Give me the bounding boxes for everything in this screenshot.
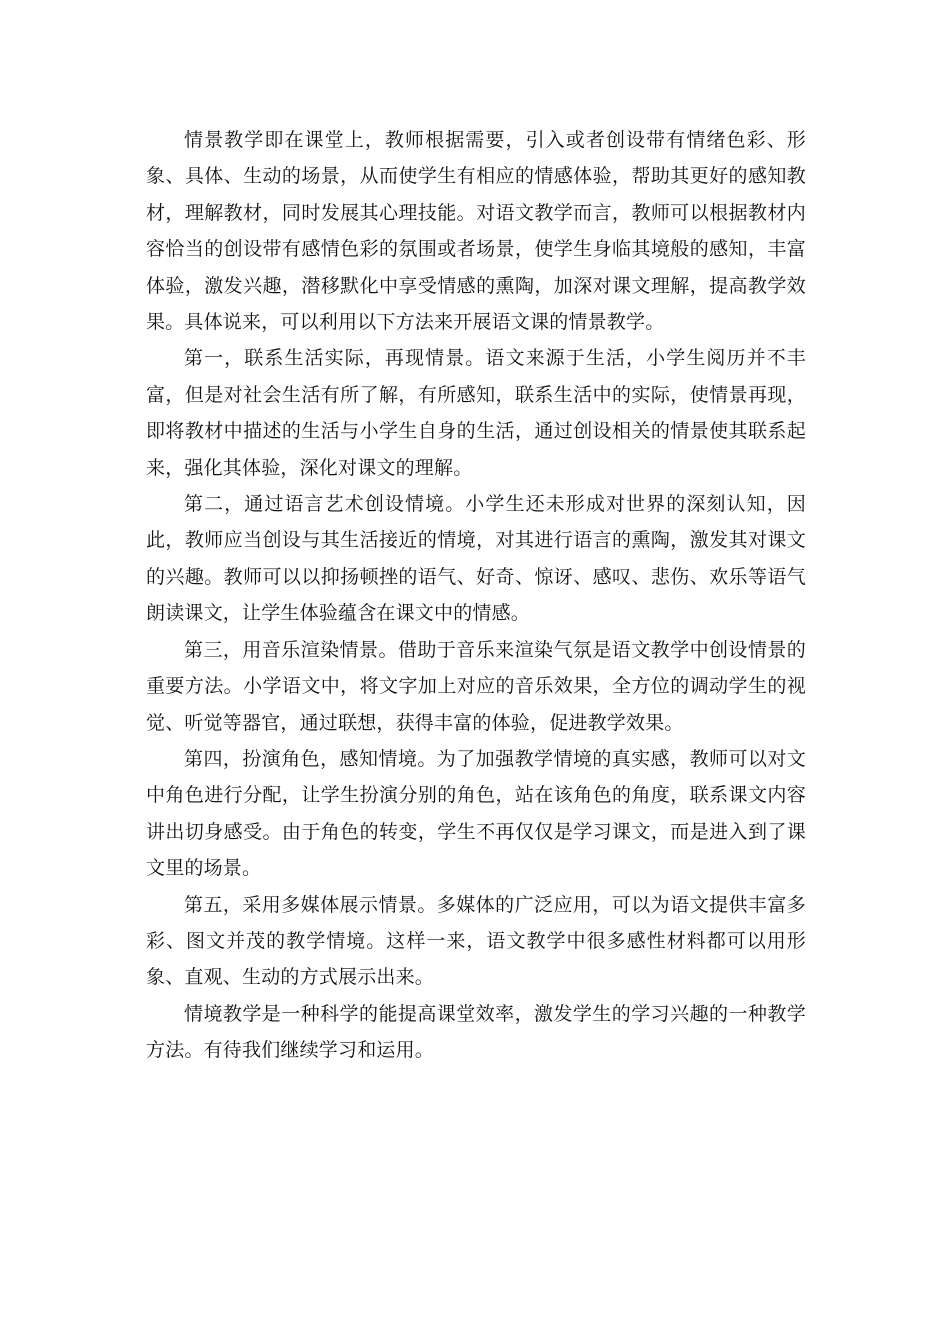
paragraph-method-five: 第五，采用多媒体展示情景。多媒体的广泛应用，可以为语文提供丰富多彩、图文并茂的教学情境。这样一来，语文教学中很多感性材料都可以用形象、直观、生动的方式展示出来。	[146, 893, 806, 989]
document-page	[146, 122, 806, 1069]
paragraph-method-one: 第一，联系生活实际，再现情景。语文来源于生活，小学生阅历并不丰富，但是对社会生活有所了解，有所感知，联系生活中的实际，使情景再现，即将教材中描述的生活与小学生自身的生活，通过创设相关的情景使其联系起来，强化其体验，深化对课文的理解。	[146, 347, 806, 479]
paragraph-intro: 情景教学即在课堂上，教师根据需要，引入或者创设带有情绪色彩、形象、具体、生动的场景，从而使学生有相应的情感体验，帮助其更好的感知教材，理解教材，同时发展其心理技能。对语文教学而言，教师可以根据教材内容恰当的创设带有感情色彩的氛围或者场景，使学生身临其境般的感知，丰富体验，激发兴趣，潜移默化中享受情感的熏陶，加深对课文理解，提高教学效果。具体说来，可以利用以下方法来开展语文课的情景教学。	[146, 129, 806, 334]
paragraph-method-three: 第三，用音乐渲染情景。借助于音乐来渲染气氛是语文教学中创设情景的重要方法。小学语文中，将文字加上对应的音乐效果，全方位的调动学生的视觉、听觉等器官，通过联想，获得丰富的体验，促进教学效果。	[146, 638, 806, 734]
paragraph-method-four: 第四，扮演角色，感知情境。为了加强教学情境的真实感，教师可以对文中角色进行分配，让学生扮演分别的角色，站在该角色的角度，联系课文内容讲出切身感受。由于角色的转变，学生不再仅仅是学习课文，而是进入到了课文里的场景。	[146, 747, 806, 880]
paragraph-conclusion: 情境教学是一种科学的能提高课堂效率，激发学生的学习兴趣的一种教学方法。有待我们继续学习和运用。	[146, 1002, 806, 1062]
paragraph-method-two: 第二，通过语言艺术创设情境。小学生还未形成对世界的深刻认知，因此，教师应当创设与其生活接近的情境，对其进行语言的熏陶，激发其对课文的兴趣。教师可以以抑扬顿挫的语气、好奇、惊讶、感叹、悲伤、欢乐等语气朗读课文，让学生体验蕴含在课文中的情感。	[146, 493, 806, 625]
